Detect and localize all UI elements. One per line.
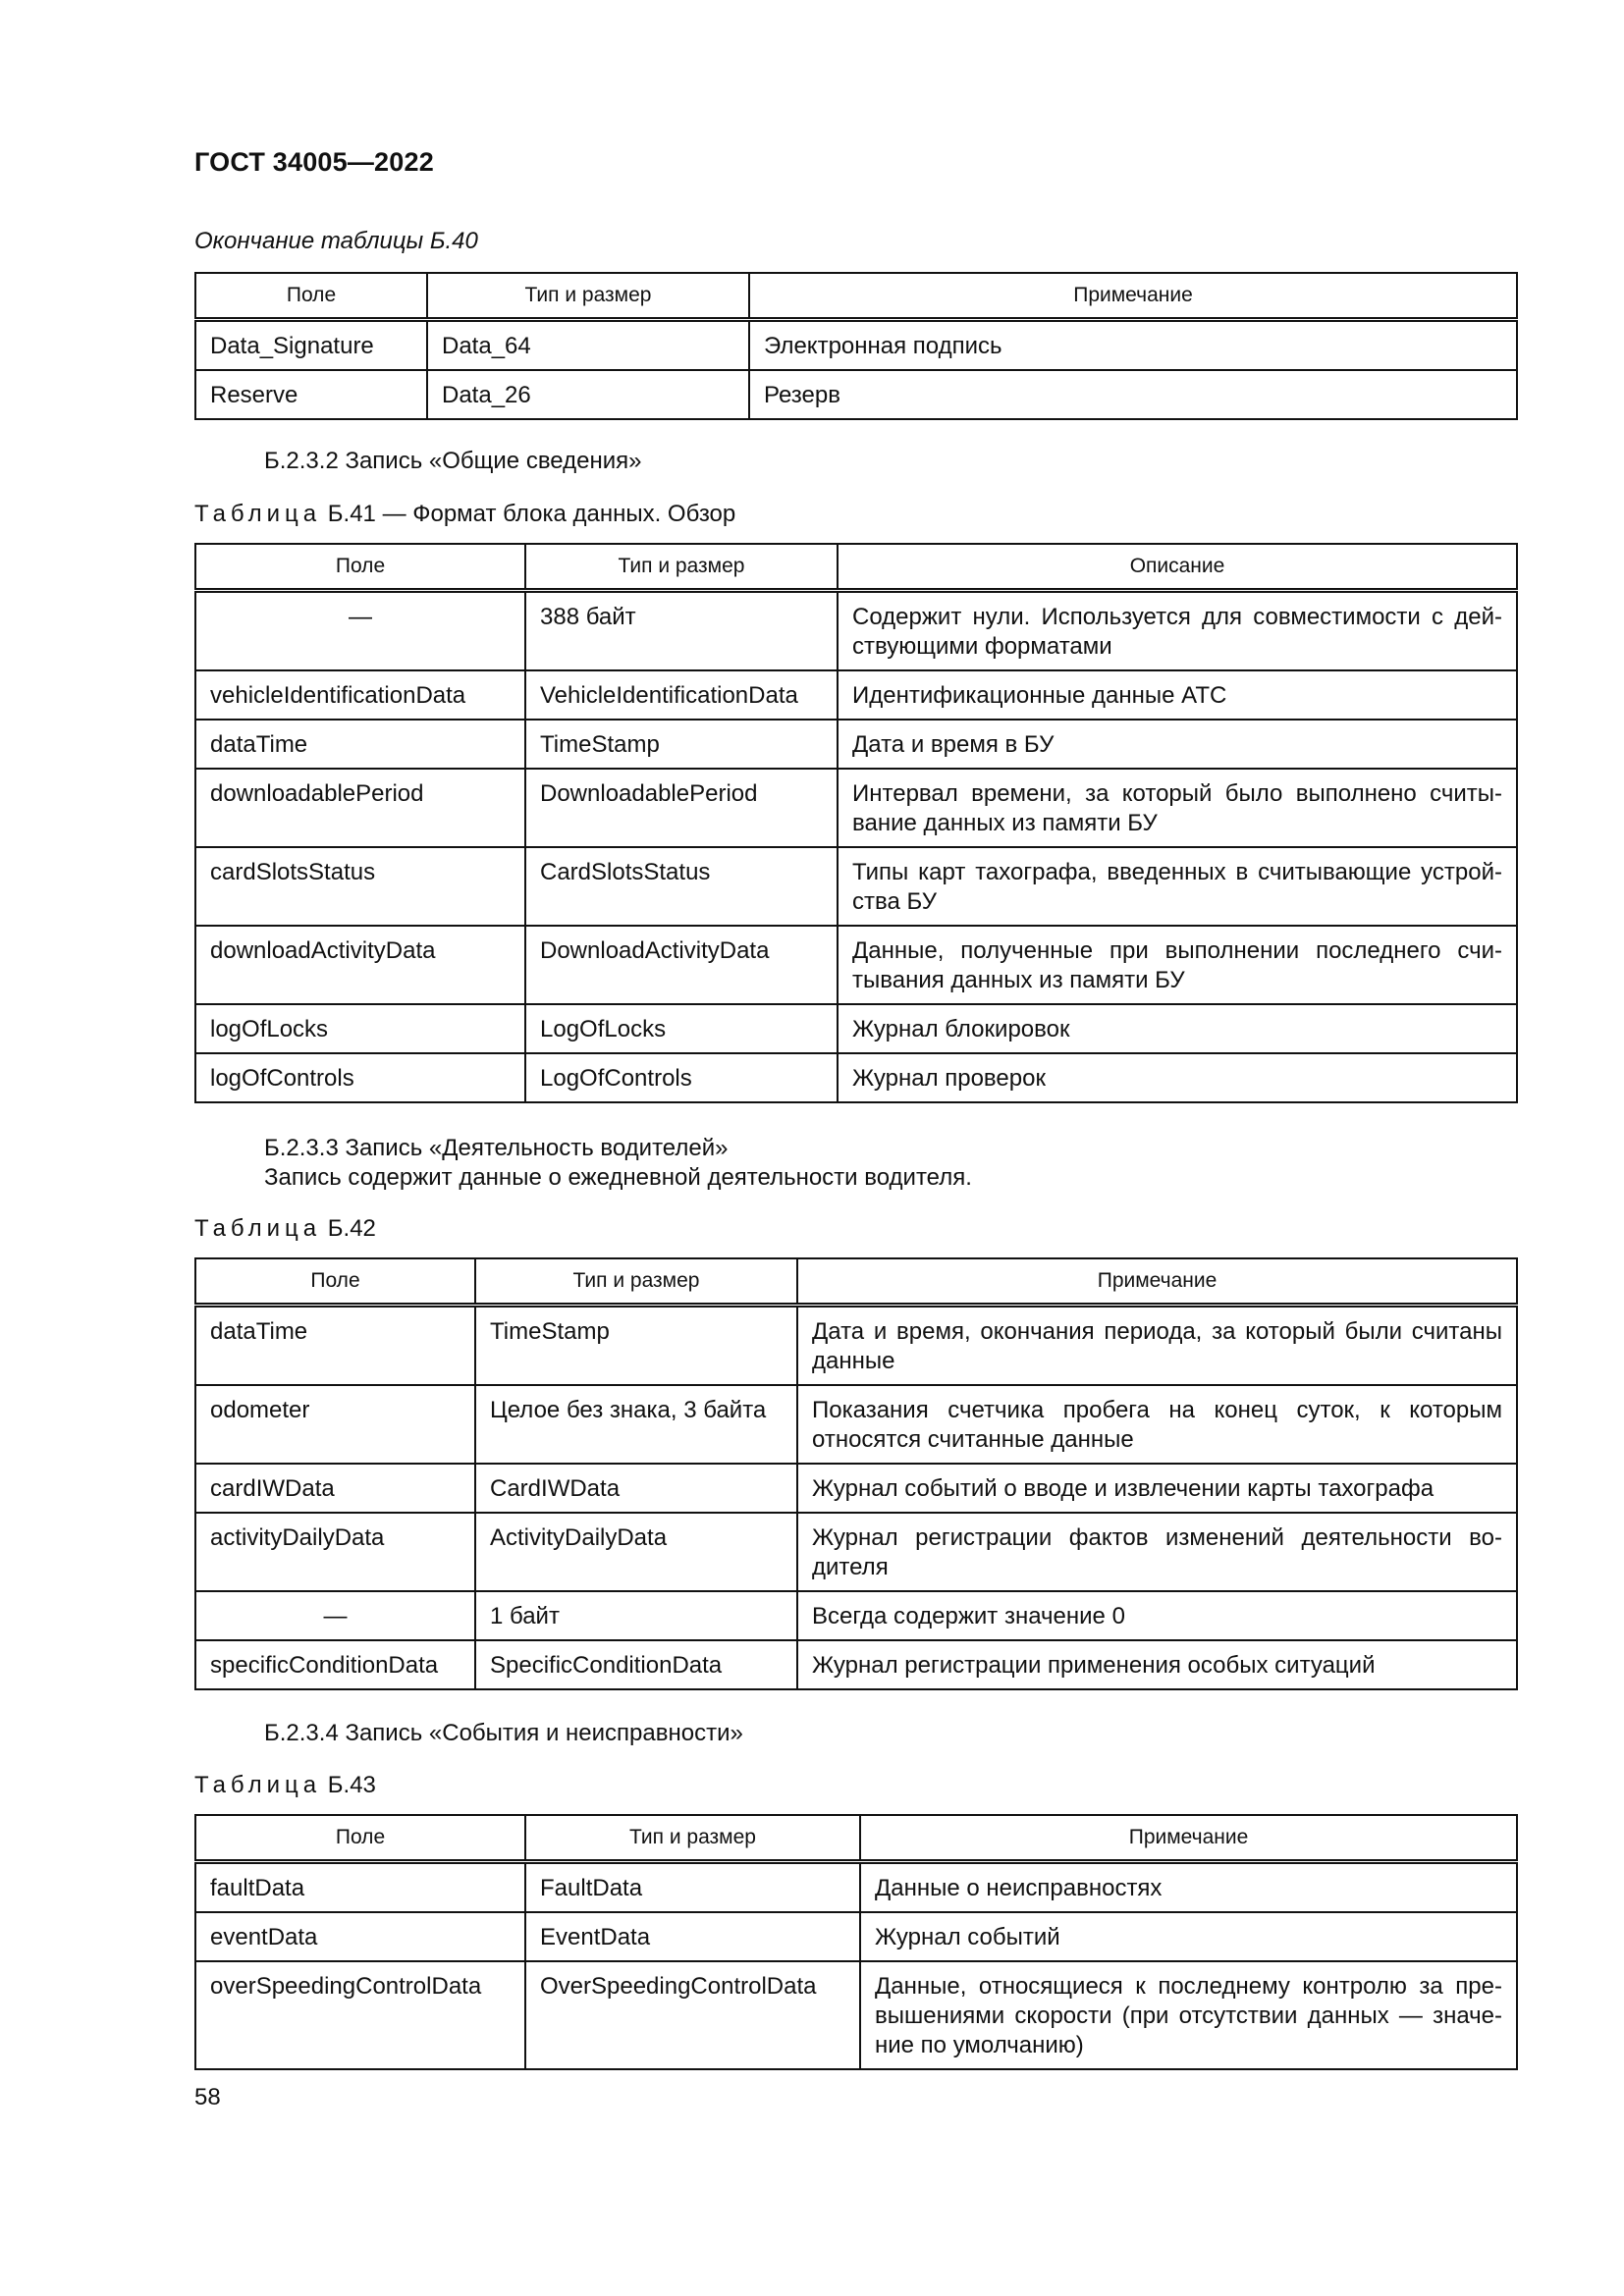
cell-field: logOfControls: [195, 1053, 525, 1102]
table-row: [195, 670, 1517, 720]
table-row: [195, 1306, 1517, 1386]
table-b42-caption: [194, 1215, 376, 1243]
cell-field: activityDailyData: [195, 1513, 475, 1591]
cell-field: eventData: [195, 1912, 525, 1961]
page-number: 58: [194, 2084, 221, 2110]
table-row: [195, 1961, 1517, 2069]
cell-field: —: [195, 591, 525, 671]
table-b41-caption: [194, 501, 735, 528]
table-caption-prefix: Таблица: [194, 1772, 322, 1798]
column-header-note: Примечание: [749, 273, 1517, 320]
cell-description: Типы карт тахографа, введенных в считывающие устройства БУ: [838, 847, 1517, 926]
table-row: [195, 1862, 1517, 1913]
cell-type: TimeStamp: [475, 1306, 797, 1386]
cell-note: Данные о неисправностях: [860, 1862, 1517, 1913]
cell-type: TimeStamp: [525, 720, 838, 769]
table-row: [195, 370, 1517, 419]
table-row: [195, 847, 1517, 926]
column-header-type-size: Тип и размер: [525, 1815, 860, 1862]
cell-type: ActivityDailyData: [475, 1513, 797, 1591]
table-caption-prefix: Таблица: [194, 1215, 322, 1242]
table-row: [195, 1004, 1517, 1053]
cell-description: Интервал времени, за который было выполнено считывание данных из памяти БУ: [838, 769, 1517, 847]
column-header-field: Поле: [195, 1815, 525, 1862]
table-caption-title: Б.42: [327, 1215, 376, 1242]
cell-type: 388 байт: [525, 591, 838, 671]
cell-field: vehicleIdentificationData: [195, 670, 525, 720]
cell-note: Данные, относящиеся к последнему контролю за превышениями скорости (при отсутствии данных — значение по умолчанию): [860, 1961, 1517, 2069]
cell-field: Reserve: [195, 370, 427, 419]
table-caption-title: Б.43: [327, 1772, 376, 1798]
cell-note: Журнал событий о вводе и извлечении карты тахографа: [797, 1464, 1517, 1513]
table-row: [195, 1513, 1517, 1591]
cell-field: —: [195, 1591, 475, 1640]
cell-description: Журнал проверок: [838, 1053, 1517, 1102]
table-b42: [194, 1257, 1518, 1690]
cell-field: dataTime: [195, 1306, 475, 1386]
cell-description: Данные, полученные при выполнении последнего считывания данных из памяти БУ: [838, 926, 1517, 1004]
cell-type: DownloadablePeriod: [525, 769, 838, 847]
cell-type: LogOfControls: [525, 1053, 838, 1102]
cell-note: Показания счетчика пробега на конец суток, к которым относятся считанные данные: [797, 1385, 1517, 1464]
table-row: [195, 591, 1517, 671]
table-b40-caption: Окончание таблицы Б.40: [194, 228, 478, 254]
table-row: [195, 320, 1517, 371]
cell-description: Содержит нули. Используется для совместимости с действующими форматами: [838, 591, 1517, 671]
table-b43: [194, 1814, 1518, 2070]
section-heading-b234: Б.2.3.4 Запись «События и неисправности»: [264, 1720, 743, 1746]
cell-type: FaultData: [525, 1862, 860, 1913]
section-heading-b232: Б.2.3.2 Запись «Общие сведения»: [264, 448, 642, 474]
cell-field: Data_Signature: [195, 320, 427, 371]
section-text-b233: Запись содержит данные о ежедневной деятельности водителя.: [264, 1164, 972, 1191]
column-header-type-size: Тип и размер: [427, 273, 749, 320]
cell-note: Резерв: [749, 370, 1517, 419]
cell-type: 1 байт: [475, 1591, 797, 1640]
cell-field: downloadablePeriod: [195, 769, 525, 847]
cell-type: CardSlotsStatus: [525, 847, 838, 926]
cell-type: DownloadActivityData: [525, 926, 838, 1004]
column-header-type-size: Тип и размер: [475, 1258, 797, 1306]
cell-note: Дата и время, окончания периода, за который были считаны данные: [797, 1306, 1517, 1386]
cell-field: cardSlotsStatus: [195, 847, 525, 926]
cell-note: Журнал регистрации фактов изменений деятельности водителя: [797, 1513, 1517, 1591]
table-row: [195, 1591, 1517, 1640]
section-heading-b233: Б.2.3.3 Запись «Деятельность водителей»: [264, 1135, 729, 1161]
cell-type: EventData: [525, 1912, 860, 1961]
column-header-type-size: Тип и размер: [525, 544, 838, 591]
cell-field: logOfLocks: [195, 1004, 525, 1053]
table-row: [195, 1464, 1517, 1513]
cell-field: overSpeedingControlData: [195, 1961, 525, 2069]
cell-type: Data_26: [427, 370, 749, 419]
cell-type: VehicleIdentificationData: [525, 670, 838, 720]
cell-description: Идентификационные данные АТС: [838, 670, 1517, 720]
table-b41: [194, 543, 1518, 1103]
column-header-field: Поле: [195, 544, 525, 591]
document-header: ГОСТ 34005—2022: [194, 147, 434, 177]
column-header-note: Примечание: [860, 1815, 1517, 1862]
table-row: [195, 1640, 1517, 1689]
column-header-field: Поле: [195, 1258, 475, 1306]
table-row: [195, 769, 1517, 847]
cell-type: Data_64: [427, 320, 749, 371]
cell-note: Всегда содержит значение 0: [797, 1591, 1517, 1640]
cell-description: Журнал блокировок: [838, 1004, 1517, 1053]
cell-field: cardIWData: [195, 1464, 475, 1513]
cell-type: SpecificConditionData: [475, 1640, 797, 1689]
cell-type: OverSpeedingControlData: [525, 1961, 860, 2069]
table-row: [195, 1385, 1517, 1464]
cell-note: Электронная подпись: [749, 320, 1517, 371]
cell-type: LogOfLocks: [525, 1004, 838, 1053]
cell-field: odometer: [195, 1385, 475, 1464]
cell-note: Журнал регистрации применения особых ситуаций: [797, 1640, 1517, 1689]
cell-type: Целое без знака, 3 байта: [475, 1385, 797, 1464]
table-row: [195, 926, 1517, 1004]
cell-description: Дата и время в БУ: [838, 720, 1517, 769]
table-row: [195, 720, 1517, 769]
cell-type: CardIWData: [475, 1464, 797, 1513]
table-row: [195, 1053, 1517, 1102]
column-header-field: Поле: [195, 273, 427, 320]
cell-note: Журнал событий: [860, 1912, 1517, 1961]
cell-field: specificConditionData: [195, 1640, 475, 1689]
cell-field: faultData: [195, 1862, 525, 1913]
column-header-note: Примечание: [797, 1258, 1517, 1306]
table-caption-prefix: Таблица: [194, 501, 322, 527]
table-b40: [194, 272, 1518, 420]
cell-field: downloadActivityData: [195, 926, 525, 1004]
table-b43-caption: [194, 1772, 376, 1799]
column-header-description: Описание: [838, 544, 1517, 591]
table-row: [195, 1912, 1517, 1961]
cell-field: dataTime: [195, 720, 525, 769]
table-caption-title: Б.41 — Формат блока данных. Обзор: [327, 501, 736, 527]
